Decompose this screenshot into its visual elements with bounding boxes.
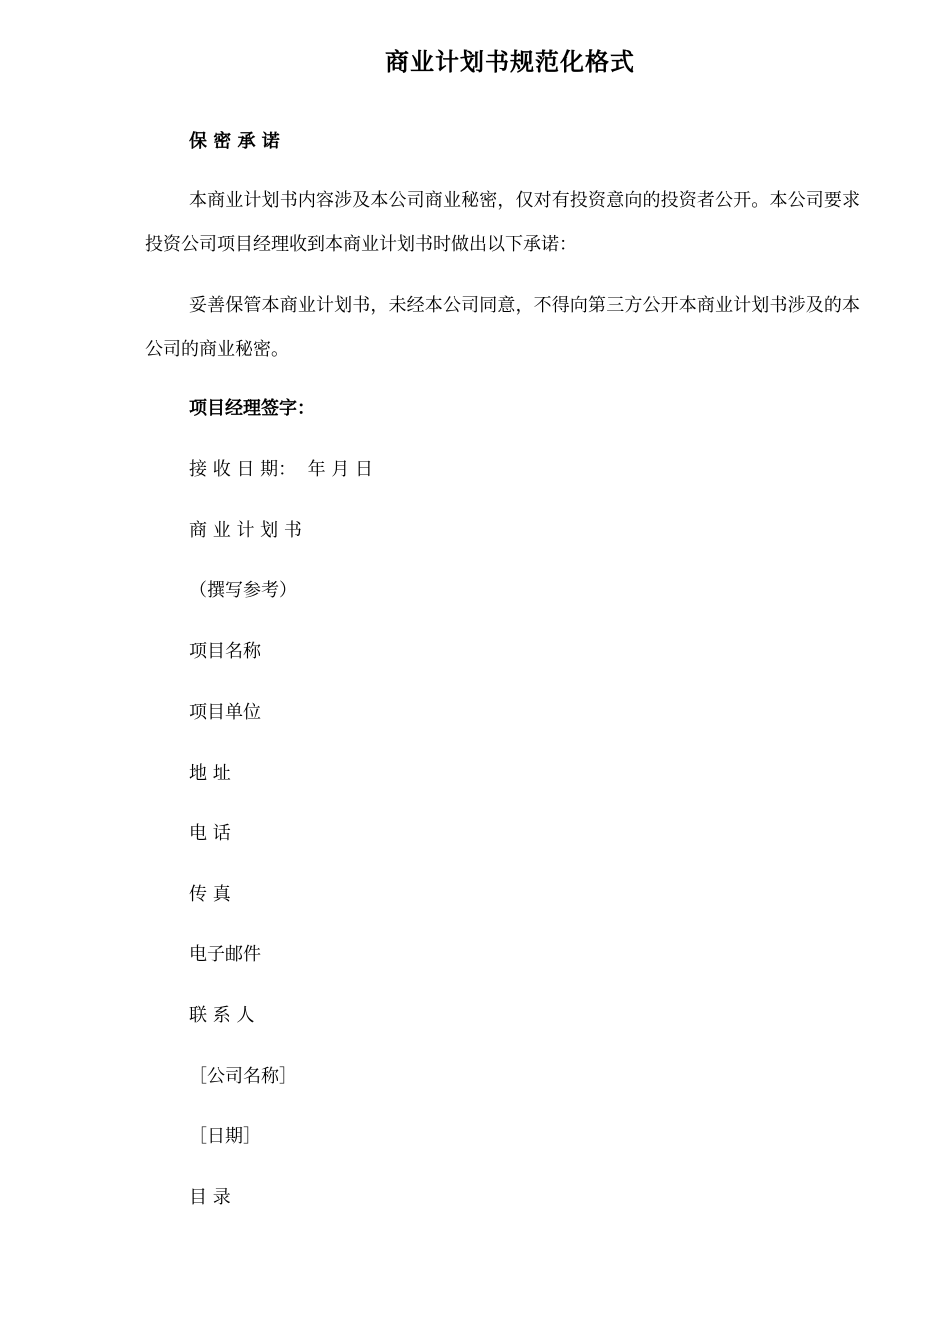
document-title: 商业计划书规范化格式	[385, 47, 635, 76]
field-project-unit: 项目单位	[189, 702, 261, 723]
field-contact-person: 联 系 人	[189, 1005, 255, 1026]
paragraph-commitment-terms: 妥善保管本商业计划书，未经本公司同意，不得向第三方公开本商业计划书涉及的本公司的商业秘密。	[145, 295, 860, 360]
signature-label: 项目经理签字：	[189, 398, 315, 419]
confidentiality-heading: 保 密 承 诺	[189, 131, 280, 152]
field-date: ［日期］	[189, 1126, 261, 1147]
field-project-name: 项目名称	[189, 641, 261, 662]
writing-reference-note: （撰写参考）	[189, 580, 297, 601]
field-address: 地 址	[189, 763, 231, 784]
business-plan-heading: 商 业 计 划 书	[189, 520, 302, 541]
field-phone: 电 话	[189, 823, 231, 844]
paragraph-commitment-intro: 本商业计划书内容涉及本公司商业秘密，仅对有投资意向的投资者公开。本公司要求投资公司项目经理收到本商业计划书时做出以下承诺：	[145, 190, 860, 255]
field-fax: 传 真	[189, 884, 231, 905]
field-company-name: ［公司名称］	[189, 1066, 297, 1087]
table-of-contents-heading: 目 录	[189, 1187, 231, 1208]
receive-date-line: 接 收 日 期： 年 月 日	[189, 459, 374, 480]
field-email: 电子邮件	[189, 944, 261, 965]
